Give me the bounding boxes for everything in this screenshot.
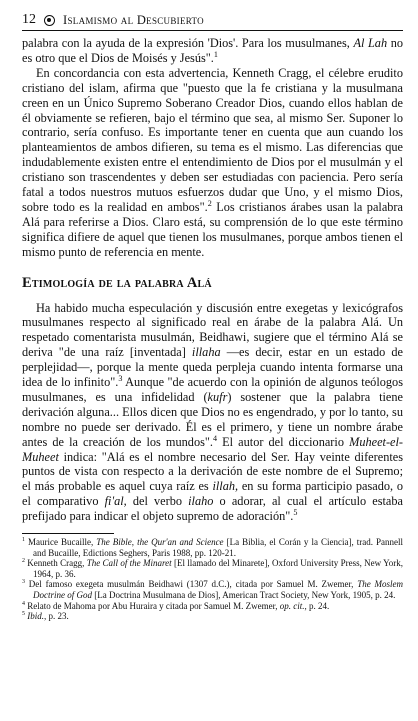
text-run: ) sostener que la palabra tiene derivación alguna... Ellos dicen que Dios no es engendrado, y por lo tanto, su nombre no puede ser derivado. Él es el primero, y tiene un nombre árabe antes de la creación de los mundos". — [22, 389, 403, 449]
footnote — [22, 579, 403, 600]
footnote-number: 1 — [22, 537, 25, 544]
footnote-separator — [22, 533, 114, 534]
italic-term: Muheet-el-Muheet — [22, 434, 404, 464]
circle-emblem-icon — [44, 15, 55, 26]
footnote-list — [22, 537, 403, 622]
italic-term: illah, — [212, 479, 239, 494]
footnote-ref: 4 — [212, 433, 218, 443]
italic-title: The Call of the Minaret — [86, 558, 172, 569]
footnote-number: 3 — [22, 579, 25, 586]
italic-term: ilaho — [188, 494, 214, 509]
italic-term: fi'al, — [104, 494, 127, 509]
text-run: Maurice Bucaille, — [28, 537, 97, 548]
footnote — [22, 611, 403, 622]
text-run: En concordancia con esta advertencia, Kenneth Cragg, el célebre erudito cristiano del islam, afirma que "puesto que la fe cristiana y la musulmana creen en un Único Supremo Soberano Creador Dios, cuando ellos hablan de él obviamente se refieren, bajo el término que sea, al mismo Ser. Suponer lo contrario, sería confuso. Es importante tener en cuenta que aun cuando los planteamientos de ambos difieren, su tema es el mismo. Las diferencias que indudablemente existen entre el entendimiento de Dios por el musulmán y el cristiano son trascendentes y deben ser estudiadas con paciencia. Pero sería fatal a todos nuestros mutuos esfuerzos dudar que Uno, y el mismo Dios, sobre todo es la realidad en ambos". — [22, 65, 403, 214]
page-number: 12 — [22, 12, 36, 27]
paragraph — [22, 66, 403, 260]
footnote — [22, 537, 403, 558]
footnote — [22, 601, 403, 612]
text-run: —es decir, estar en un estado de perplejidad—, porque la mente queda perpleja cuando intenta formarse una idea de lo infinito". — [22, 345, 403, 390]
text-run: Ha habido mucha especulación y discusión entre exegetas y lexicógrafos musulmanes respecto al significado real en árabe de la palabra Alá. Un respetado comentarista musulmán, Beidhawi, sugiere que el término Alá se deriva "de una raíz [inventada] — [22, 300, 403, 360]
paragraph — [22, 36, 403, 66]
text-run: [El llamado del Minarete], Oxford University Press, New York, 1964, p. 36. — [33, 558, 403, 579]
italic-term: Al Lah — [353, 36, 388, 50]
footnote — [22, 558, 403, 579]
text-run: Kenneth Cragg, — [27, 558, 87, 569]
text-run: p. 23. — [46, 611, 69, 622]
italic-title: The Bible, the Qur'an and Science — [96, 537, 224, 548]
text-run: [La Biblia, el Corán y la Ciencia], trad. Pannell and Bucaille, Edictions Seghers, Paris 1988, pp. 120-21. — [33, 537, 403, 558]
running-title: Islamismo al Descubierto — [63, 12, 204, 27]
footnote-number: 4 — [22, 600, 25, 607]
italic-term: kufr — [207, 389, 228, 404]
paragraph — [22, 301, 403, 525]
body-text — [22, 36, 403, 622]
text-run: no es otro que el Dios de Moisés y Jesús". — [22, 36, 403, 65]
section-heading: Etimología de la palabra Alá — [22, 274, 212, 291]
text-run: [La Doctrina Musulmana de Dios], American Tract Society, New York, 1905, p. 24. — [92, 590, 396, 601]
text-run: palabra con la ayuda de la expresión 'Dios'. Para los musulmanes, — [22, 36, 354, 50]
running-header — [22, 10, 403, 31]
italic-title: op. cit., — [279, 600, 307, 611]
footnote-number: 2 — [22, 558, 25, 565]
footnote-ref: 3 — [118, 373, 123, 383]
text-run: Los cristianos árabes usan la palabra Alá para referirse a Dios. Claro está, su comprensión de lo que este término significa difiere de aquel que tienen los musulmanes, porque ambos tienen el mismo punto de referencia en mente. — [22, 199, 403, 259]
text-run: p. 24. — [306, 600, 330, 611]
text-run: Relato de Mahoma por Abu Huraira y citada por Samuel M. Zwemer, — [27, 600, 280, 611]
text-run: en su forma participio pasado, o el comparativo — [22, 479, 403, 509]
text-run: El autor del diccionario — [217, 434, 350, 449]
footnote-ref: 5 — [293, 508, 298, 518]
text-run: Del famoso exegeta musulmán Beidhawi (1307 d.C.), citada por Samuel M. Zwemer, — [28, 579, 358, 590]
text-run: Aunque "de acuerdo con la opinión de algunos teólogos musulmanes, es una infidelidad ( — [22, 375, 403, 404]
text-run: indica: "Alá es el nombre necesario del Ser. Hay veinte diferentes puntos de vista con respecto a la derivación de este nombre de el Supremo; el más probable es aquel cuya raíz es — [22, 449, 403, 494]
footnote-ref: 2 — [207, 198, 212, 208]
italic-term: illaha — [191, 345, 221, 360]
footnote-number: 5 — [22, 611, 25, 618]
text-run: o adorar, al cual el artículo estaba prefijado para indicar el objeto supremo de adoración". — [22, 494, 403, 524]
italic-title: Ibid., — [27, 611, 47, 622]
text-run: del verbo — [126, 494, 189, 509]
italic-title: The Moslem Doctrine of God — [33, 579, 404, 601]
footnote-ref: 1 — [213, 49, 218, 59]
